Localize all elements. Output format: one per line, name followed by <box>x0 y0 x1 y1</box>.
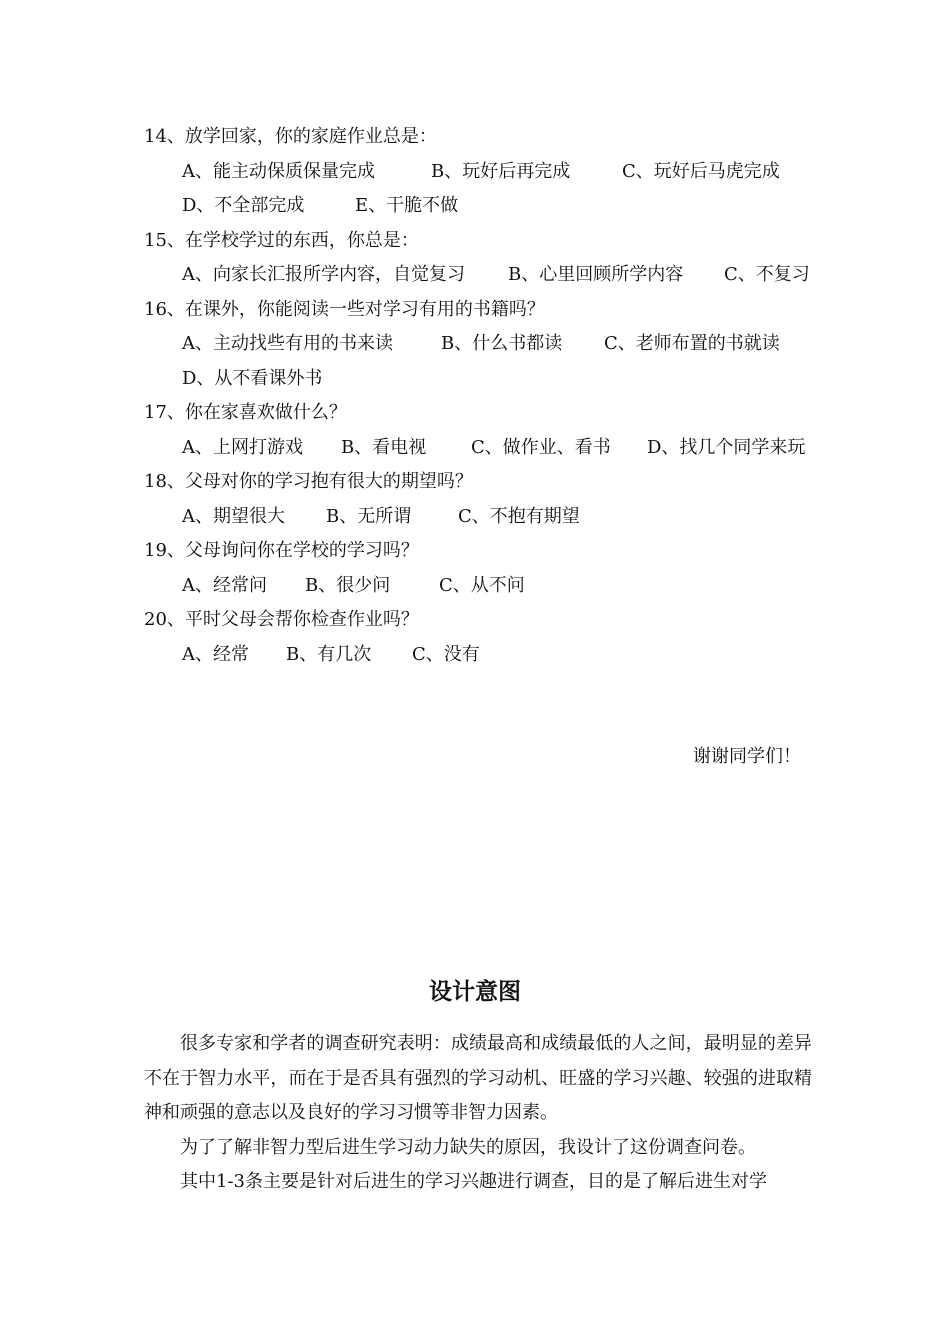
question-15-options-row-1 <box>182 263 810 287</box>
option-20-c: C、没有 <box>412 644 480 665</box>
question-16-options-row-1 <box>182 332 780 356</box>
question-14-options-row-2 <box>182 194 458 218</box>
question-14-options-row-1 <box>182 160 780 184</box>
option-15-a: A、向家长汇报所学内容，自觉复习 <box>182 264 465 285</box>
question-18-options-row-1 <box>182 505 580 529</box>
option-19-b: B、很少问 <box>305 575 391 596</box>
question-18: 18、父母对你的学习抱有很大的期望吗？ <box>144 471 473 492</box>
option-17-a: A、上网打游戏 <box>182 437 303 458</box>
paragraph-3: 其中1-3条主要是针对后进生的学习兴趣进行调查，目的是了解后进生对学 <box>180 1171 767 1193</box>
option-14-a: A、能主动保质保量完成 <box>182 161 375 182</box>
question-17-options-row-1 <box>182 436 805 460</box>
option-17-d: D、找几个同学来玩 <box>647 437 806 458</box>
question-16: 16、在课外，你能阅读一些对学习有用的书籍吗？ <box>144 299 545 320</box>
thanks-note: 谢谢同学们！ <box>693 746 801 767</box>
option-14-c: C、玩好后马虎完成 <box>622 161 780 182</box>
paragraph-1: 很多专家和学者的调查研究表明：成绩最高和成绩最低的人之间，最明显的差异不在于智力水平，而在于是否具有强烈的学习动机、旺盛的学习兴趣、较强的进取精神和顽强的意志以及良好的学习习惯等非智力因素。 <box>144 1033 812 1124</box>
option-17-c: C、做作业、看书 <box>471 437 611 458</box>
option-15-b: B、心里回顾所学内容 <box>508 264 684 285</box>
option-16-a: A、主动找些有用的书来读 <box>182 333 393 354</box>
option-15-c: C、不复习 <box>724 264 810 285</box>
option-19-a: A、经常问 <box>182 575 267 596</box>
question-17: 17、你在家喜欢做什么？ <box>144 402 347 423</box>
question-14: 14、放学回家，你的家庭作业总是： <box>144 126 437 147</box>
question-20-options-row-1 <box>182 643 480 667</box>
question-19: 19、父母询问你在学校的学习吗？ <box>144 540 419 561</box>
design-intent-body <box>144 1027 812 1200</box>
question-20: 20、平时父母会帮你检查作业吗？ <box>144 609 419 630</box>
section-title: 设计意图 <box>429 979 521 1005</box>
option-20-b: B、有几次 <box>286 644 372 665</box>
option-17-b: B、看电视 <box>341 437 427 458</box>
question-15: 15、在学校学过的东西，你总是： <box>144 230 419 251</box>
option-19-c: C、从不问 <box>439 575 525 596</box>
option-14-d: D、不全部完成 <box>182 195 305 216</box>
option-14-e: E、干脆不做 <box>355 195 459 216</box>
option-18-b: B、无所谓 <box>326 506 412 527</box>
option-16-d: D、从不看课外书 <box>182 368 323 389</box>
option-14-b: B、玩好后再完成 <box>431 161 571 182</box>
option-20-a: A、经常 <box>182 644 249 665</box>
option-16-c: C、老师布置的书就读 <box>604 333 780 354</box>
paragraph-2: 为了了解非智力型后进生学习动力缺失的原因，我设计了这份调查问卷。 <box>180 1136 756 1158</box>
question-19-options-row-1 <box>182 574 525 598</box>
option-18-c: C、不抱有期望 <box>458 506 580 527</box>
question-16-options-row-2 <box>182 367 322 391</box>
option-18-a: A、期望很大 <box>182 506 285 527</box>
option-16-b: B、什么书都读 <box>441 333 563 354</box>
